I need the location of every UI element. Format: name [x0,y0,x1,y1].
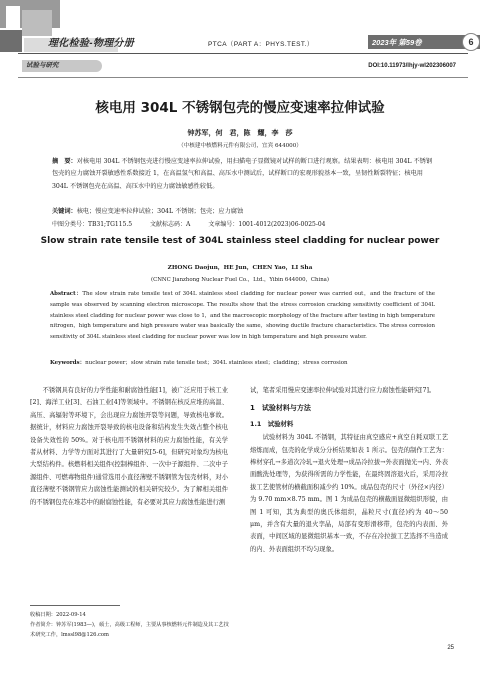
abstract-en-label: Abstract： [50,291,83,297]
issue-label: 2023年 第59卷 [372,38,422,47]
journal-name: 理化检验-物理分册 [48,38,135,49]
affiliation-cn: （中核建中核燃料元件有限公司，宜宾 644000） [178,143,302,149]
section-heading-1-1: 1.1 试验材料 [250,419,294,428]
abstract-cn-text: 对核电用 304L 不锈钢包壳进行慢应变速率拉伸试验，用扫描电子显微镜对试样的断口进行观察。结果表明：核电用 304L 不锈钢包壳的应力腐蚀开裂敏感性系数接近 1，在高温氢气和高温、高压水中测试后，试样断口的宏观形貌基本一致，呈韧性断裂特征；核电用 304L 不锈钢包壳在高温、高压水中的应力腐蚀敏感性较低。 [52,158,433,190]
keywords-cn-text: 核电；慢应变速率拉伸试验；304L 不锈钢；包壳；应力腐蚀 [76,208,244,215]
section-tag: 试验与研究 [22,60,102,72]
keywords-en-label: Keywords： [50,360,86,366]
page-title-cn: 核电用 304L 不锈钢包壳的慢应变速率拉伸试验 [95,100,385,116]
body-column-left [30,385,228,509]
keywords-en [50,358,348,366]
keywords-cn-label: 关键词： [52,208,77,215]
authors-cn: 钟苏军，何 君，陈 耀，李 莎 [187,128,293,137]
footnote-author: 作者简介：钟苏军(1983—)，硕士，高级工程师，主要从事核燃料元件制造及其工艺技术研究工作，lmssl98@126.com [30,622,229,638]
classification-line: 中图分类号：TB31;TG115.5 文献标志码：A 文章编号：1001-4012(2023)06-0025-04 [52,221,326,228]
footnote-rule [30,605,120,606]
intro-paragraph-cont: 试，笔者采用慢应变速率拉伸试验对其进行应力腐蚀性能研究[7]。 [250,387,436,394]
section-heading-1: 1 试验材料与方法 [250,404,311,413]
abstract-cn-label: 摘 要： [52,158,77,165]
abstract-en [50,289,435,343]
abstract-en-text: The slow strain rate tensile test of 304L stainless steel cladding for nuclear power was carried out，and the fracture of the sample was observed by scanning electron microscope. The results show that the stress corrosion cracking sensitivity coefficient of 304L stainless steel cladding for nuclear power was close to 1，and the macroscopic morphology of the fracture after testing in high temperature nitrogen，high temperature and high pressure water was basically the same，showing ductile fracture characteristics. The stress corrosion sensitivity of 304L stainless steel cladding for nuclear power was low in high temperature and high pressure water. [50,291,435,341]
authors-en: ZHONG Daojun，HE Jun，CHEN Yao，LI Sha [167,265,313,271]
body-column-right [250,385,448,556]
affiliation-en: (CNNC Jianzhong Nuclear Fuel Co.，Ltd.，Yibin 644000，China) [150,277,330,283]
header-rule [18,53,468,54]
header-rule-2 [18,77,468,78]
page-number: 25 [447,645,454,651]
keywords-en-text: nuclear power；slow strain rate tensile test；304L stainless steel；cladding；stress corrosion [85,360,348,366]
issue-number-badge: 6 [462,33,480,51]
materials-paragraph: 试验材料为 304L 不锈钢，其特征由真空感应+真空自耗双联工艺熔炼而成，包壳的化学成分分析结果如表 1 所示。包壳的制作工艺为：棒材穿孔→多道次冷轧→退火处理→成品冷拉拔→外表面抛光→内、外表面酸洗处理等，为获得所需的力学性能，在最终固溶退火后，采用冷拉拔工艺使管材的横截面积减少约 10%。成品包壳的尺寸（外径×内径）为 9.70 mm×8.75 mm。图 1 为成品包壳的横截面显微组织形貌，由图 1 可知，其为典型的奥氏体组织，晶粒尺寸(直径)约为 40～50 μm，并含有大量的退火孪晶，局部有变形滑移带，包壳的内表面、外表面，中间区域的显微组织基本一致，不存在冷拉拔工艺选择不当造成的内、外表面组织不均匀现象。 [250,434,448,553]
journal-subtitle: PTCA（PART A：PHYS.TEST.） [208,41,314,48]
abstract-cn [52,156,432,193]
keywords-cn [52,206,243,215]
intro-paragraph: 不锈钢具有良好的力学性能和耐腐蚀性能[1]，被广泛应用于核工业[2]、海洋工业[3]、石油工业[4]等领域中。不锈钢在核反应堆的高温、高压、高辐射等环境下，会出现应力腐蚀开裂等问题，导致核电事故。据统计，材料应力腐蚀开裂导致的核电设备和结构发生失效占整个核电设备失效性的 50%。对于核电用不锈钢材料的应力腐蚀性能，有关学者从材料、力学等方面对其进行了大量研究[5-6]，但研究对象均为核电大型结构件。核燃料相关组件(控制棒组件、一次中子源组件、二次中子源组件、可燃毒物组件)通常选用小直径薄壁不锈钢管为包壳材料，对小直径薄壁不锈钢管应力腐蚀性能测试的相关研究较少。为了解相关组件的不锈钢包壳在堆芯中的耐腐蚀性能，有必要对其应力腐蚀性能进行测 [30,387,228,506]
footnote-received: 收稿日期：2022-09-14 [30,612,86,618]
page-title-en: Slow strain rate tensile test of 304L stainless steel cladding for nuclear power [40,236,440,246]
footnote [30,610,230,640]
doi: DOI:10.11973/lhjy-wl202306007 [368,63,456,69]
